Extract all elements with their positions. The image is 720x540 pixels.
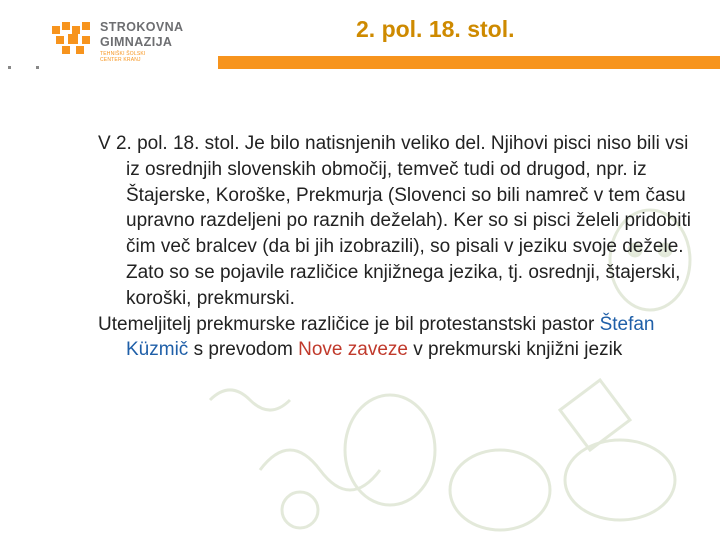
paragraph-2-text-middle: s prevodom: [188, 339, 299, 361]
highlight-person-name: Štefan Küzmič: [126, 313, 655, 361]
slide-title: 2. pol. 18. stol.: [356, 16, 515, 42]
highlight-work-title: Nove zaveze: [298, 339, 408, 361]
header-accent-bar: [218, 56, 720, 69]
paragraph-2-text-before: Utemeljitelj prekmurske različice je bil protestanstski pastor: [98, 313, 600, 335]
paragraph-2: [98, 312, 698, 364]
logo-subtitle-line2: CENTER KRANJ: [100, 57, 141, 63]
logo-text: [100, 21, 183, 63]
school-logo: [52, 18, 212, 70]
paragraph-2-text-after: v prekmurski knjižni jezik: [407, 339, 623, 361]
logo-line1: STROKOVNA: [100, 20, 184, 34]
decor-dot: [8, 66, 11, 69]
decor-dot: [36, 66, 39, 69]
logo-subtitle-line1: TEHNIŠKI ŠOLSKI: [100, 51, 146, 57]
slide-body: [98, 131, 698, 363]
logo-mark-icon: [52, 22, 96, 56]
logo-subtitle: [100, 51, 183, 63]
paragraph-1: V 2. pol. 18. stol. Je bilo natisnjenih veliko del. Njihovi pisci niso bili vsi iz osrednjih slovenskih območij, temveč tudi od drugod, npr. iz Štajerske, Koroške, Prekmurja (Slovenci so bili namreč v tem času upravno razdeljeni po raznih deželah). Ker so si pisci želeli pridobiti čim več bralcev (da bi jih izobrazili), so pisali v jeziku svoje dežele. Zato so se pojavile različice knjižnega jezika, tj. osrednji, štajerski, koroški, prekmurski.: [98, 133, 692, 309]
logo-line2: GIMNAZIJA: [100, 34, 173, 49]
